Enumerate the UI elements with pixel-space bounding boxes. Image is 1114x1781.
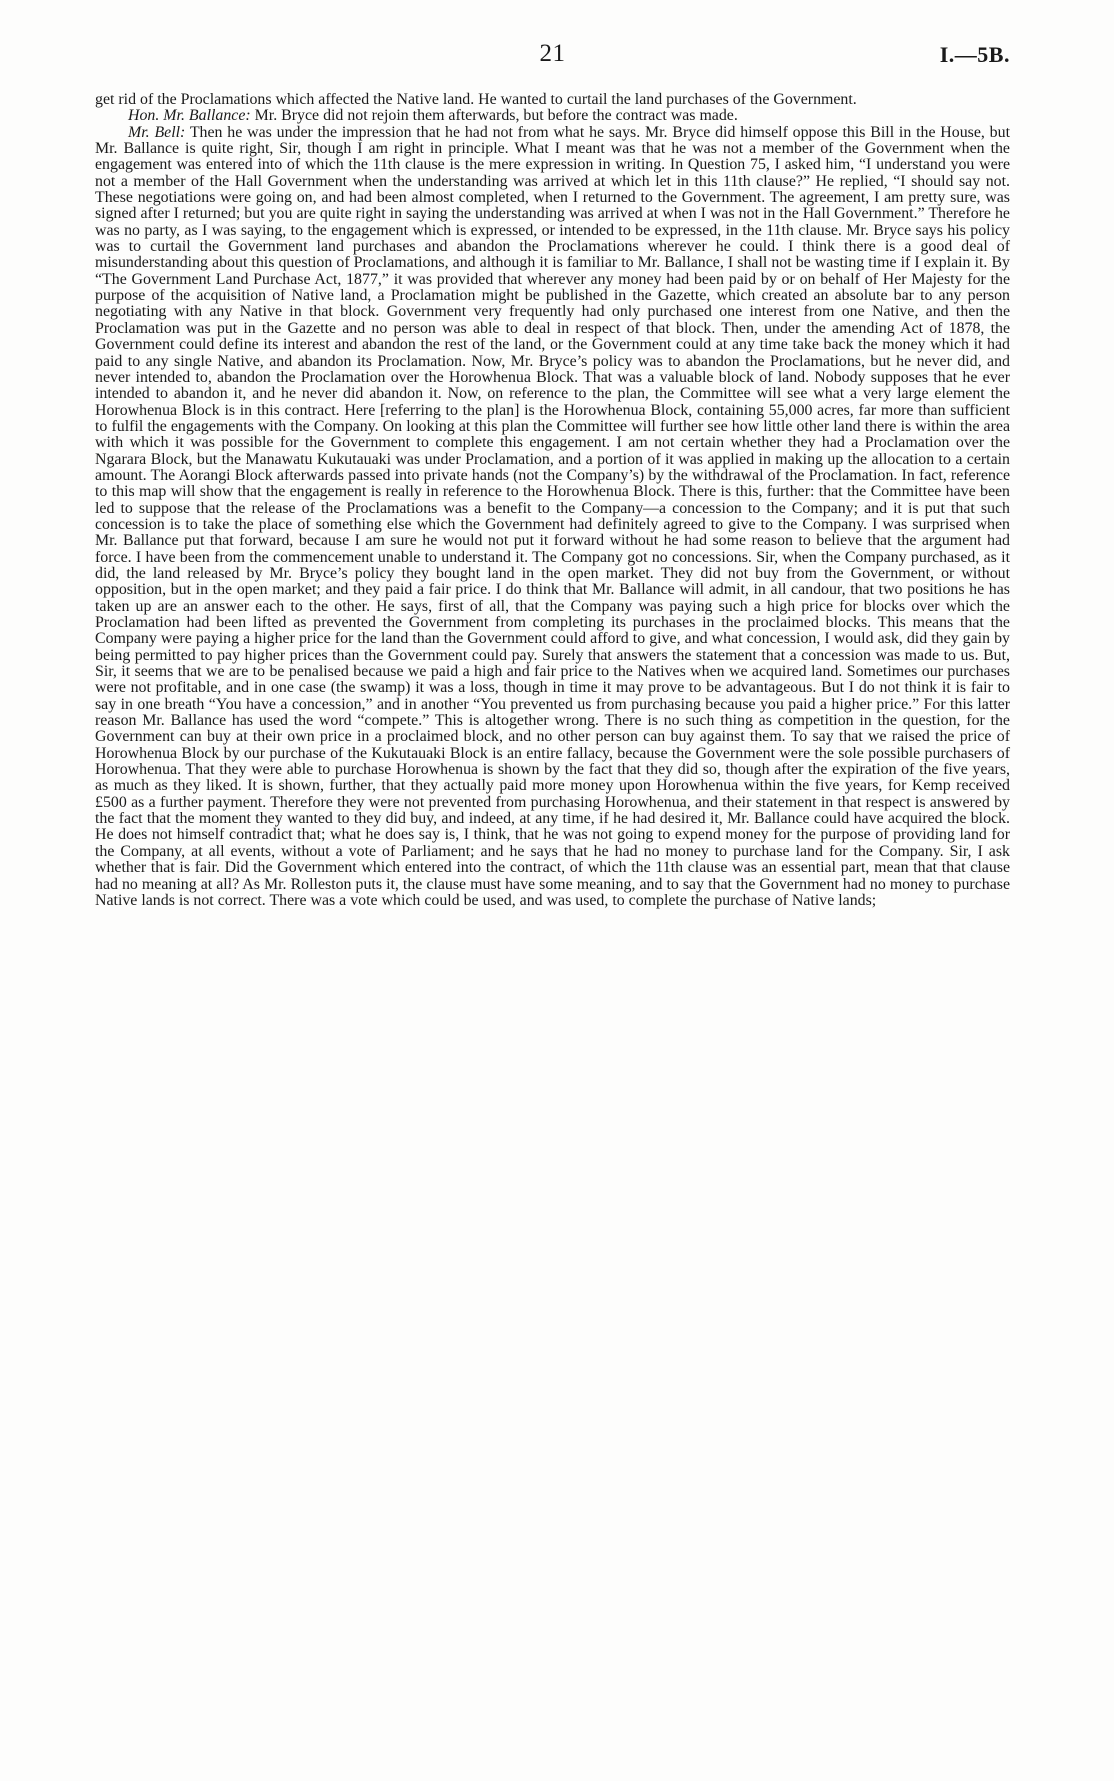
- speaker-name: Hon. Mr. Ballance:: [128, 107, 251, 125]
- paragraph: [95, 108, 1010, 124]
- paper-reference: I.—5B.: [939, 42, 1010, 67]
- paragraph: [95, 92, 1010, 108]
- page-number: 21: [539, 40, 566, 67]
- paragraph-text: get rid of the Proclamations which affected the Native land. He wanted to curtail the land purchases of the Government.: [95, 91, 857, 108]
- speaker-name: Mr. Bell:: [128, 123, 186, 141]
- body-text: [95, 92, 1010, 909]
- paragraph-text: Then he was under the impression that he had not from what he says. Mr. Bryce did himself oppose this Bill in the House, but Mr. Ballance is quite right, Sir, though I am right in principle. What I meant was that he was not a member of the Government when the engagement was entered into of which the 11th clause is the mere expression in writing. In Question 75, I asked him, “I understand you were not a member of the Hall Government when the understanding was arrived at which let in this 11th clause?” He replied, “I should say not. These negotiations were going on, and had been almost completed, when I returned to the Government. The agreement, I am pretty sure, was signed after I returned; but you are quite right in saying the understanding was arrived at when I was not in the Hall Government.” Therefore he was no party, as I was saying, to the engagement which is expressed, or intended to be expressed, in the 11th clause. Mr. Bryce says his policy was to curtail the Government land purchases and abandon the Proclamations wherever he could. I think there is a good deal of misunderstanding about this question of Proclamations, and although it is familiar to Mr. Ballance, I shall not be wasting time if I explain it. By “The Government Land Purchase Act, 1877,” it was provided that wherever any money had been paid by or on behalf of Her Majesty for the purpose of the acquisition of Native land, a Proclamation might be published in the Gazette, which created an absolute bar to any person negotiating with any Native in that block. Government very frequently had only purchased one interest from one Native, and then the Proclamation was put in the Gazette and no person was able to deal in respect of that block. Then, under the amending Act of 1878, the Government could define its interest and abandon the rest of the land, or the Government could at any time take back the money which it had paid to any single Native, and abandon its Proclamation. Now, Mr. Bryce’s policy was to abandon the Proclamations, but he never did, and never intended to, abandon the Proclamation over the Horowhenua Block. That was a valuable block of land. Nobody supposes that he ever intended to abandon it, and he never did abandon it. Now, on reference to the plan, the Committee will see what a very large element the Horowhenua Block is in this contract. Here [referring to the plan] is the Horowhenua Block, containing 55,000 acres, far more than sufficient to fulfil the engagements with the Company. On looking at this plan the Committee will further see how little other land there is within the area with which it was possible for the Government to complete this engagement. I am not certain whether they had a Proclamation over the Ngarara Block, but the Manawatu Kukutauaki was under Proclamation, and a portion of it was applied in making up the allocation to a certain amount. The Aorangi Block afterwards passed into private hands (not the Company’s) by the withdrawal of the Proclamation. In fact, reference to this map will show that the engagement is really in reference to the Horowhenua Block. There is this, further: that the Committee have been led to suppose that the release of the Proclamations was a benefit to the Company—a concession to the Company; and it is put that such concession is to take the place of something else which the Government had definitely agreed to give to the Company. I was surprised when Mr. Ballance put that forward, because I am sure he would not put it forward without he had some reason to believe that the argument had force. I have been from the commencement unable to understand it. The Company got no concessions. Sir, when the Company purchased, as it did, the land released by Mr. Bryce’s policy they bought land in the open market. They did not buy from the Government, or without opposition, but in the open market; and they paid a fair price. I do think that Mr. Ballance will admit, in all candour, that two positions he has taken up are an answer each to the other. He says, first of all, that the Company was paying such a high price for blocks over which the Proclamation had been lifted as prevented the Government from completing its purchases in the proclaimed blocks. This means that the Company were paying a higher price for the land than the Government could afford to give, and what concession, I would ask, did they gain by being permitted to pay higher prices than the Government could pay. Surely that answers the statement that a concession was made to us. But, Sir, it seems that we are to be penalised because we paid a high and fair price to the Natives when we acquired land. Sometimes our purchases were not profitable, and in one case (the swamp) it was a loss, though in time it may prove to be advantageous. But I do not think it is fair to say in one breath “You have a concession,” and in another “You prevented us from purchasing because you paid a higher price.” For this latter reason Mr. Ballance has used the word “compete.” This is altogether wrong. There is no such thing as competition in the question, for the Government can buy at their own price in a proclaimed block, and no other person can buy against them. To say that we raised the price of Horowhenua Block by our purchase of the Kukutauaki Block is an entire fallacy, because the Government were the sole possible purchasers of Horowhenua. That they were able to purchase Horowhenua is shown by the fact that they did so, though after the expiration of the five years, as much as they liked. It is shown, further, that they actually paid more money upon Horowhenua within the five years, for Kemp received £500 as a further payment. Therefore they were not prevented from purchasing Horowhenua, and their statement in that respect is answered by the fact that the moment they wanted to they did buy, and indeed, at any time, if he had desired it, Mr. Ballance could have acquired the block. He does not himself contradict that; what he does say is, I think, that he was not going to expend money for the purpose of providing land for the Company, at all events, without a vote of Parliament; and he says that he had no money to purchase land for the Company. Sir, I ask whether that is fair. Did the Government which entered into the contract, of which the 11th clause was an essential part, mean that that clause had no meaning at all? As Mr. Rolleston puts it, the clause must have some meaning, and to say that the Government had no money to purchase Native lands is not correct. There was a vote which could be used, and was used, to complete the purchase of Native lands;: [95, 123, 1010, 909]
- page-header: [95, 40, 1010, 74]
- paragraph-text: Mr. Bryce did not rejoin them afterwards, but before the contract was made.: [250, 107, 738, 125]
- paragraph: [95, 125, 1010, 910]
